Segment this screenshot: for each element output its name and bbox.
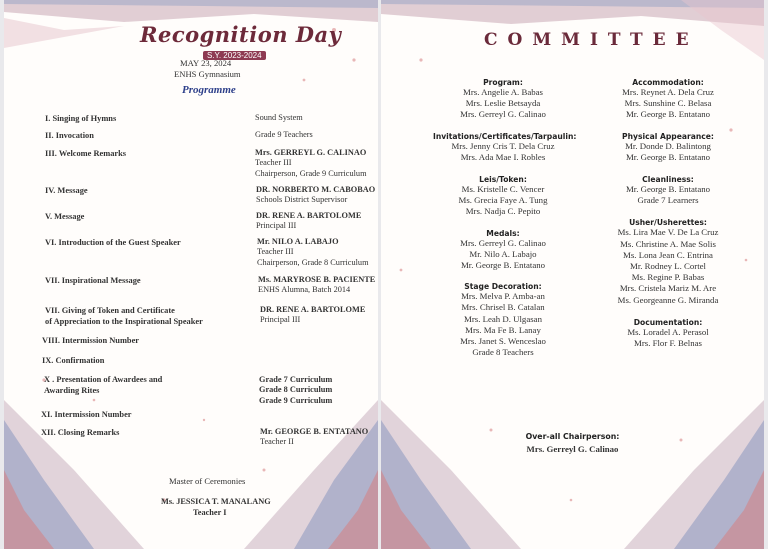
member-name: Mrs. Ma Fe B. Lanay (465, 324, 541, 335)
programme-item: III. Welcome Remarks (45, 149, 127, 158)
member-name: Mrs. Flor F. Belnas (634, 338, 702, 349)
committee-group (598, 78, 738, 121)
member-name: Grade 8 Teachers (472, 347, 534, 358)
member-name: Mr. Nilo A. Labajo (469, 248, 537, 259)
member-name: Mr. Rodney L. Cortel (630, 261, 706, 272)
committee-title: COMMITTEE (484, 30, 699, 50)
programme-item: VII. Giving of Token and Certificate of Appreciation to the Inspirational Speaker (45, 306, 203, 326)
member-name: Mrs. Gerreyl G. Calinao (460, 237, 546, 248)
programme-item: IV. Message (45, 186, 88, 195)
programme-item: XII. Closing Remarks (41, 428, 120, 437)
member-name: Mrs. Janet S. Wenceslao (460, 336, 546, 347)
member-name: Mrs. Angelie A. Babas (463, 87, 543, 97)
member-name: Mrs. Leslie Betsayda (465, 98, 541, 109)
member-name: Mr. George B. Entatano (625, 151, 711, 162)
programme-page (4, 0, 378, 549)
member-name: Mrs. Cristela Mariz M. Are (619, 283, 717, 294)
committee-group (433, 229, 573, 272)
member-name: Mrs. Melva P. Amba-an (461, 291, 545, 302)
group-heading: Accommodation: (632, 78, 704, 87)
mc-label: Master of Ceremonies (169, 476, 246, 486)
group-heading: Medals: (486, 228, 520, 238)
member-name: Ms. Loradel A. Perasol (627, 326, 709, 337)
group-heading: Stage Decoration: (464, 282, 542, 292)
group-heading: Program: (483, 78, 523, 87)
committee-column-left (433, 78, 577, 365)
item-responsible: DR. NORBERTO M. CABOBAO Schools District Supervisor (256, 185, 376, 205)
member-name: Ms. Kristelle C. Vencer (461, 184, 545, 195)
group-heading: Documentation: (633, 317, 703, 327)
programme-item: VI. Introduction of the Guest Speaker (45, 238, 181, 247)
committee-group (598, 132, 738, 163)
item-responsible: DR. RENE A. BARTOLOME Principal III (256, 211, 362, 231)
programme-item: I. Singing of Hymns (45, 114, 117, 123)
member-name: Mrs. Gerreyl G. Calinao (460, 109, 546, 120)
member-name: Mrs. Nadja C. Pepito (465, 206, 541, 217)
member-name: Mrs. Ada Mae I. Robles (460, 151, 546, 162)
group-heading: Cleanliness: (642, 175, 694, 185)
school-year: S.Y. 2023-2024 (203, 43, 266, 62)
member-name: Mr. George B. Entatano (460, 260, 546, 271)
member-name: Grade 7 Learners (637, 195, 699, 206)
group-heading: Usher/Usherettes: (629, 218, 707, 228)
committee-group (433, 78, 573, 121)
committee-group (433, 131, 577, 163)
committee-page (381, 0, 764, 549)
programme-heading: Programme (182, 84, 236, 96)
mc-name: Ms. JESSICA T. MANALANG (161, 497, 271, 506)
programme-item: XI. Intermission Number (41, 410, 132, 419)
member-name: Mrs. Chrisel B. Catalan (461, 302, 545, 313)
programme-item: VII. Inspirational Message (45, 276, 141, 285)
member-name: Ms. Georgeanne G. Miranda (617, 294, 719, 305)
member-name: Mrs. Reynet A. Dela Cruz (622, 87, 714, 97)
member-name: Ms. Regine P. Babas (631, 272, 705, 283)
programme-item: X . Presentation of Awardees and Awarding Rites (44, 375, 163, 395)
item-responsible: Ms. MARYROSE B. PACIENTE ENHS Alumna, Batch 2014 (258, 275, 376, 295)
member-name: Mr. George B. Entatano (625, 184, 711, 195)
committee-group (433, 175, 573, 218)
member-name: Mr. George B. Entatano (625, 109, 711, 120)
event-venue: ENHS Gymnasium (174, 69, 241, 79)
overall-chairperson (381, 432, 764, 455)
member-name: Ms. Christine A. Mae Solis (620, 238, 716, 249)
member-name: Ms. Lira Mae V. De La Cruz (617, 227, 719, 238)
item-responsible: Mrs. GERREYL G. CALINAO Teacher III Chairperson, Grade 9 Curriculum (255, 148, 367, 178)
member-name: Mrs. Jenny Cris T. Dela Cruz (451, 140, 555, 151)
member-name: Mrs. Sunshine C. Belasa (624, 98, 712, 109)
member-name: Ms. Lona Jean C. Entrina (623, 249, 713, 260)
member-name: Mrs. Leah D. Ulgasan (464, 313, 542, 324)
programme-item: V. Message (45, 212, 85, 221)
group-heading: Physical Appearance: (622, 131, 714, 141)
committee-column-right (598, 78, 738, 356)
item-responsible: Sound System (255, 113, 303, 122)
item-responsible: Mr. GEORGE B. ENTATANO Teacher II (260, 427, 369, 447)
event-title: Recognition Day (140, 22, 342, 47)
chair-name: Mrs. Gerreyl G. Calinao (526, 444, 619, 454)
item-responsible: Grade 7 Curriculum Grade 8 Curriculum Grade 9 Curriculum (259, 375, 333, 405)
programme-item: VIII. Intermission Number (42, 336, 140, 345)
programme-item: II. Invocation (45, 131, 94, 140)
member-name: Ms. Grecia Faye A. Tung (458, 195, 548, 206)
committee-group (598, 175, 738, 206)
mc-title: Teacher I (193, 508, 227, 517)
item-responsible: DR. RENE A. BARTOLOME Principal III (260, 305, 366, 325)
committee-group (598, 318, 738, 349)
chair-label: Over-all Chairperson: (525, 432, 620, 441)
committee-group (433, 282, 573, 358)
committee-group (598, 218, 738, 305)
group-heading: Leis/Token: (479, 175, 527, 185)
member-name: Mr. Donde D. Balintong (625, 140, 711, 151)
event-date: MAY 23, 2024 (180, 58, 232, 68)
item-responsible: Mr. NILO A. LABAJO Teacher III Chairperson, Grade 8 Curriculum (257, 237, 369, 267)
item-responsible: Grade 9 Teachers (255, 130, 313, 139)
group-heading: Invitations/Certificates/Tarpaulin: (433, 131, 577, 141)
programme-item: IX. Confirmation (42, 356, 105, 365)
